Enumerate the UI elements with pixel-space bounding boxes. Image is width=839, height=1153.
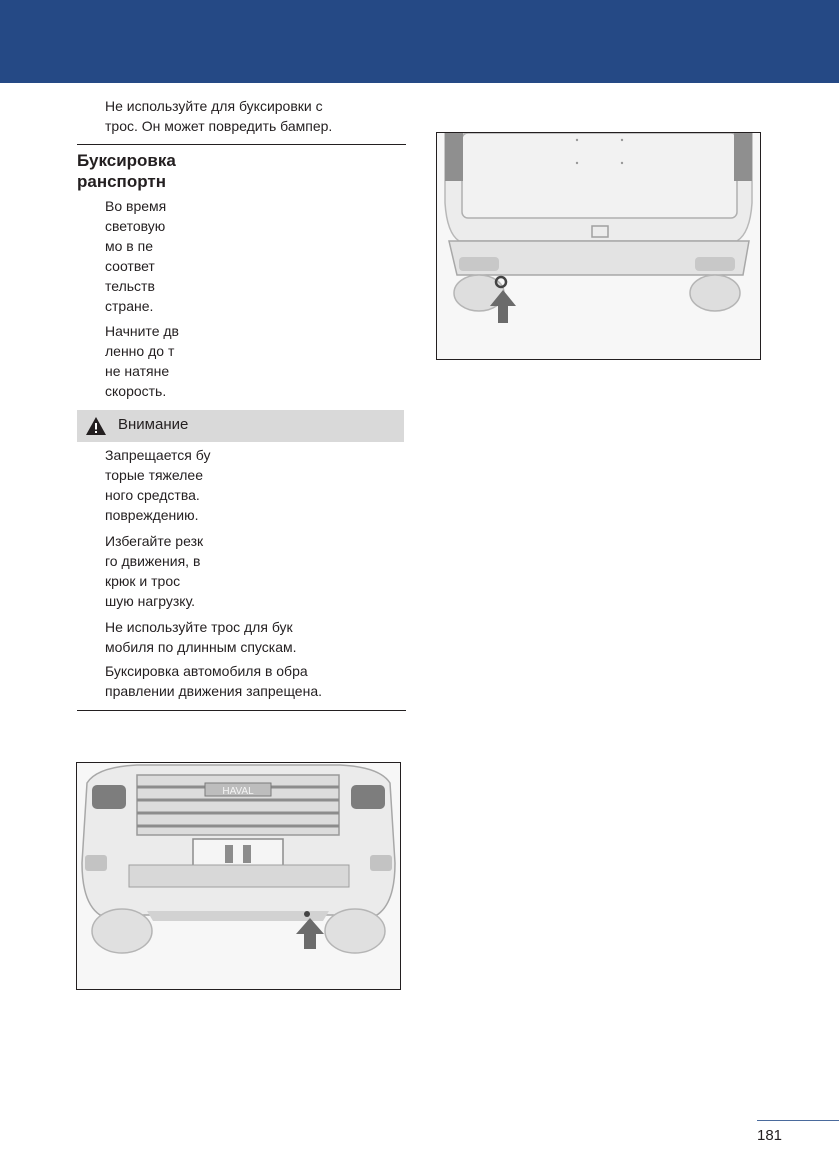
warning-item-4: Буксировка автомобиля в обра правлении движения запрещена. (105, 663, 322, 699)
section-heading: Буксировка ранспортн (77, 151, 176, 191)
warning-label: Внимание (118, 416, 189, 433)
paragraph-1: Во время световую мо в пе соответ тельств стране. (105, 198, 167, 314)
page-number: 181 (757, 1127, 783, 1144)
warning-triangle-icon (85, 416, 107, 436)
divider (77, 144, 406, 145)
header-band (0, 0, 839, 83)
divider (77, 710, 406, 711)
front-tow-hook-figure (76, 762, 401, 990)
page-number-rule (757, 1120, 839, 1121)
warning-item-1: Запрещается бу торые тяжелее ного средства. повреждению. (105, 447, 211, 523)
paragraph-2: Начните дв ленно до т не натяне скорость. (105, 323, 179, 399)
warning-bar (77, 410, 404, 442)
grille-badge: HAVAL (222, 786, 254, 797)
rear-tow-hook-figure (436, 132, 761, 360)
warning-item-3: Не используйте трос для бук мобиля по длинным спускам. (105, 619, 297, 655)
top-note: Не используйте для буксировки с трос. Он может повредить бампер. (105, 98, 333, 134)
warning-item-2: Избегайте резк го движения, в крюк и трос шую нагрузку. (105, 533, 204, 609)
